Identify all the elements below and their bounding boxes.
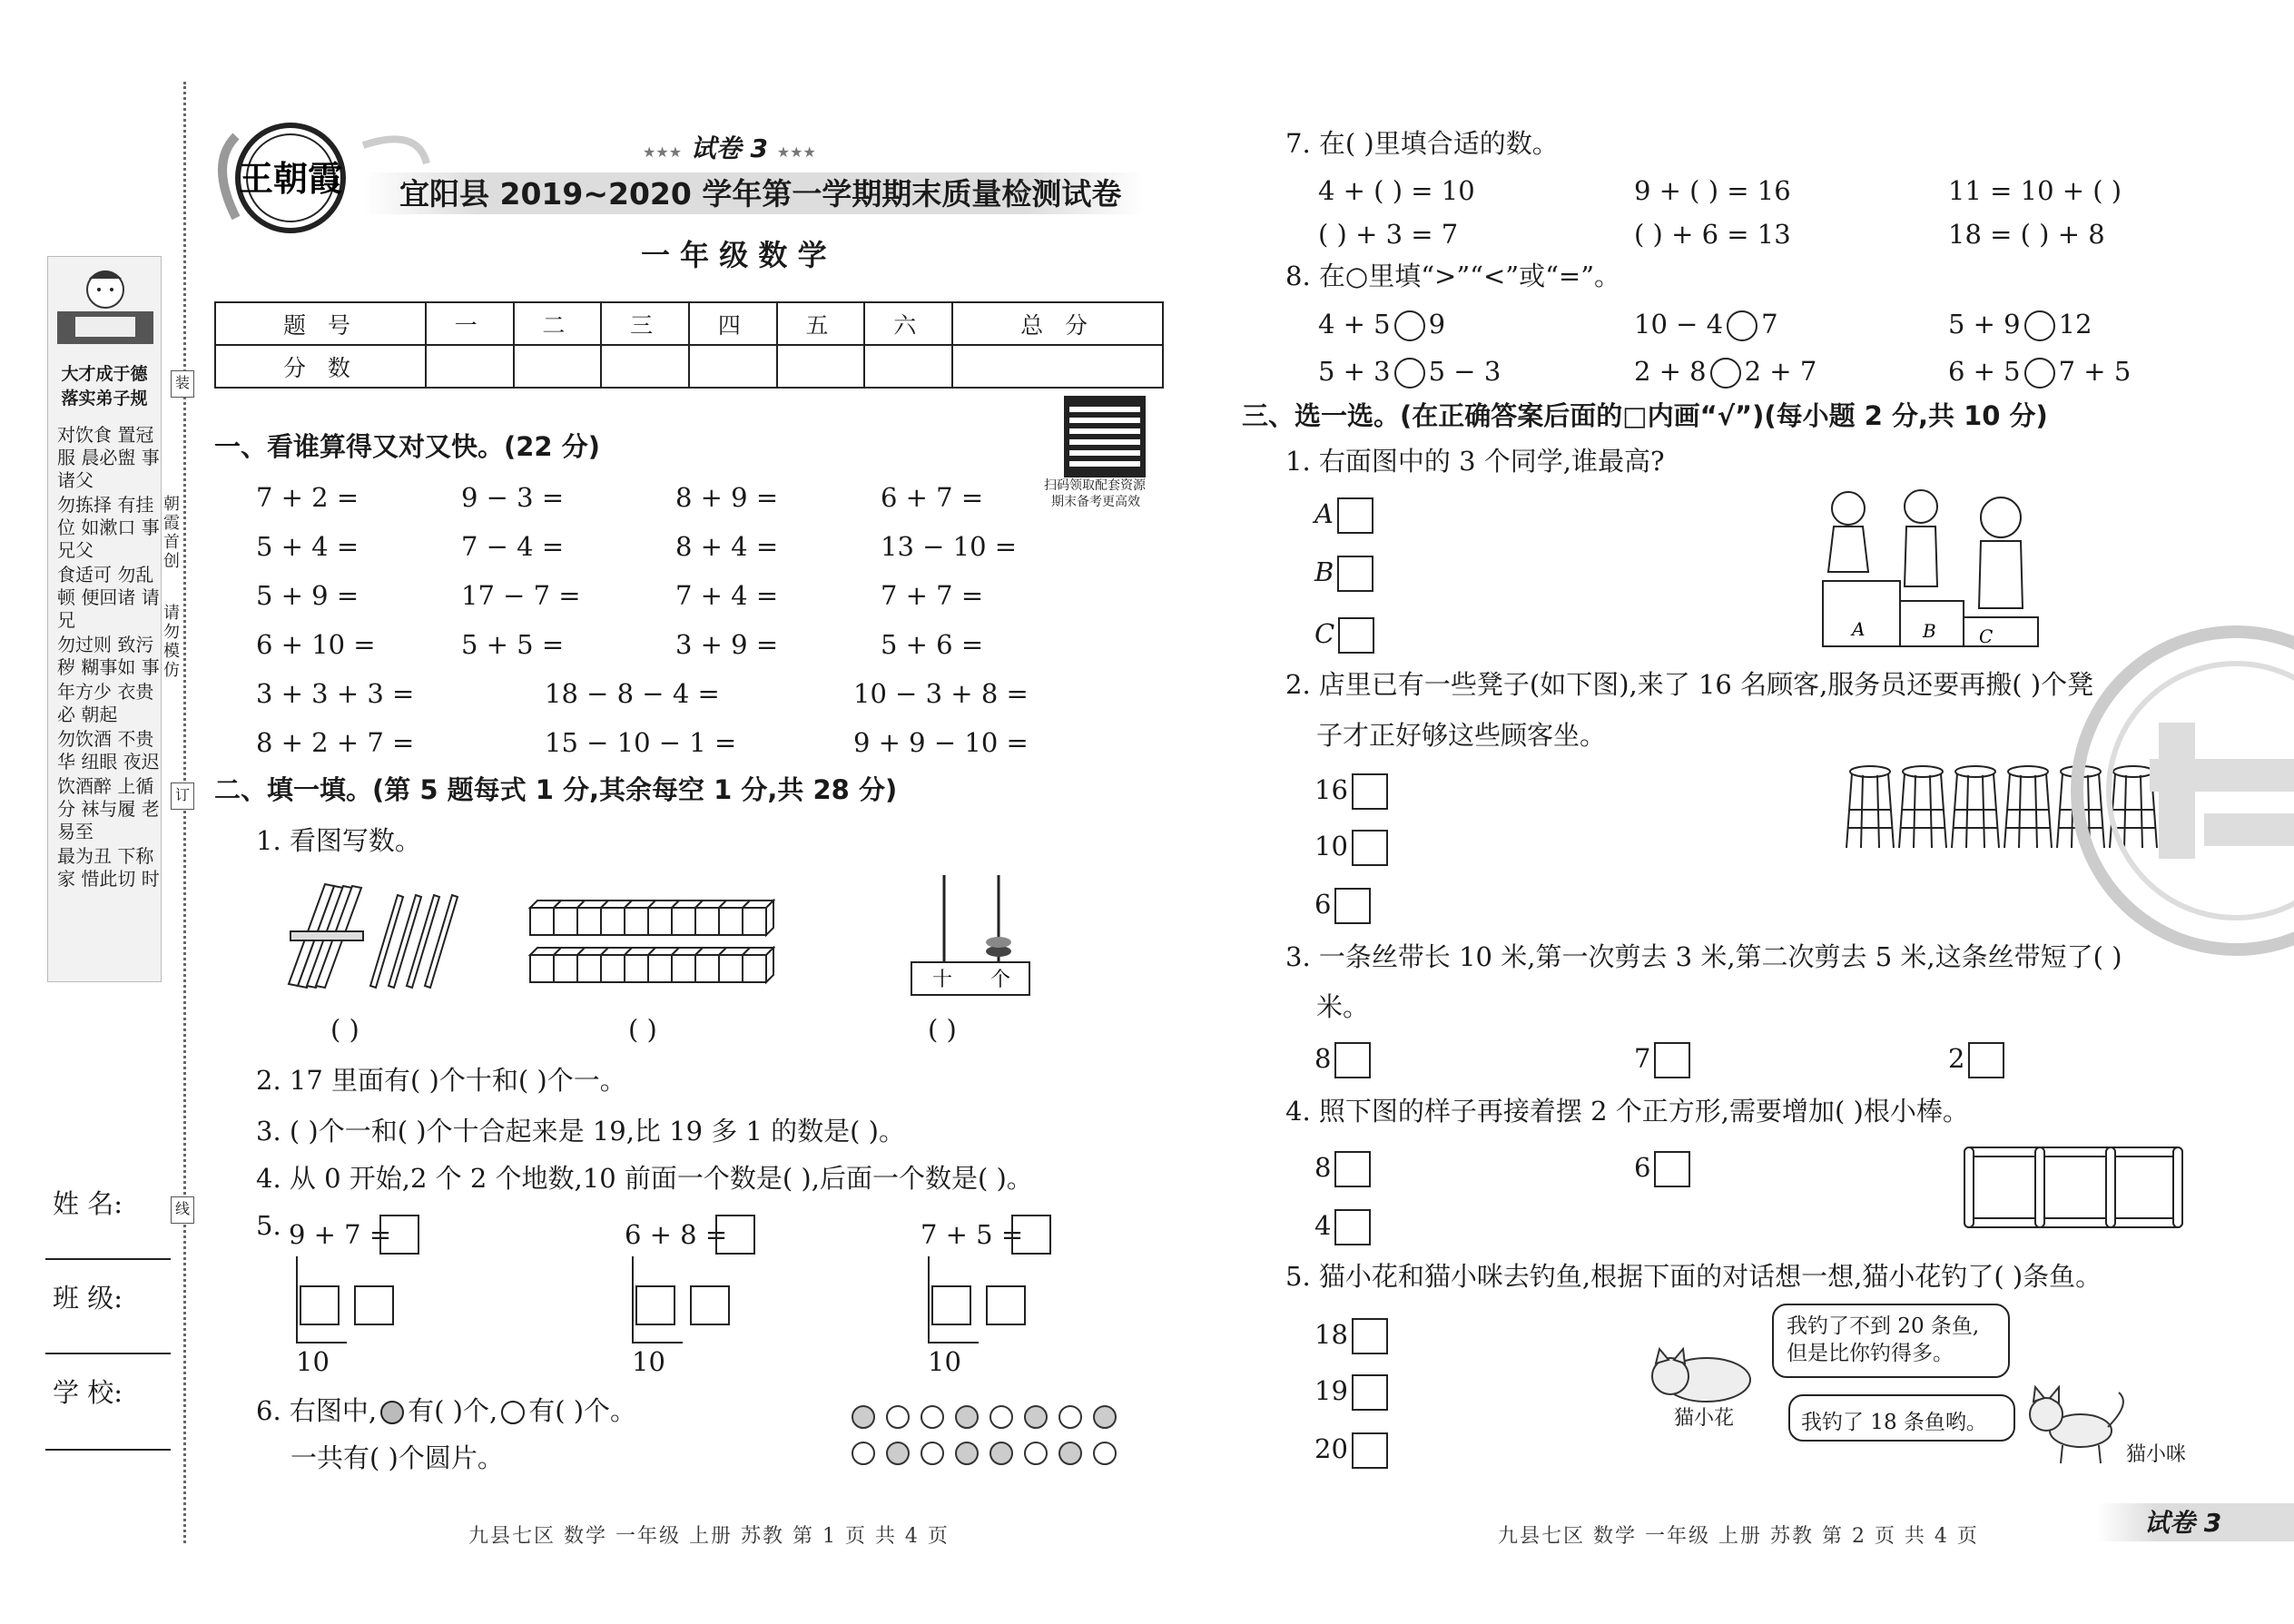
calc-problem: 7 + 4 = (675, 580, 779, 611)
addition-equation: 6 + 8 = (625, 1219, 728, 1250)
compare-item (1634, 310, 1778, 341)
score-cell[interactable] (864, 345, 952, 388)
compare-left: 10 − 4 (1634, 309, 1724, 340)
q3-2b: 子才正好够这些顾客坐。 (1316, 720, 1607, 751)
score-header-cell: 总 分 (952, 302, 1163, 345)
score-cell[interactable] (952, 345, 1163, 388)
class-field[interactable] (45, 1353, 171, 1354)
answer-box[interactable] (379, 1215, 419, 1255)
compare-circle[interactable] (2024, 358, 2055, 389)
blank-3[interactable]: ( ) (928, 1014, 957, 1045)
calc-problem: 13 − 10 = (881, 531, 1018, 562)
calc-problem: 5 + 4 = (256, 531, 359, 562)
split-box-right[interactable] (690, 1285, 730, 1325)
calc-problem: 17 − 7 = (461, 580, 581, 611)
option-item (1314, 1374, 1388, 1411)
compare-left: 5 + 3 (1318, 356, 1391, 387)
option-checkbox[interactable] (1334, 1151, 1371, 1187)
banner-line-2: 落实弟子规 (61, 389, 148, 408)
fill-equation: ( ) + 6 = 13 (1634, 219, 1791, 250)
compare-right: 5 − 3 (1428, 356, 1501, 387)
score-header-cell: 一 (426, 302, 514, 345)
split-box-left[interactable] (931, 1285, 971, 1325)
score-header-cell: 五 (777, 302, 865, 345)
option-label: 6 (1314, 889, 1332, 920)
calc-problem: 7 + 7 = (881, 580, 984, 611)
school-label: 学 校: (53, 1377, 123, 1408)
svg-text:个: 个 (989, 969, 1011, 991)
watermark-seal (2068, 623, 2294, 959)
option-item (1314, 1432, 1388, 1469)
blank-2[interactable]: ( ) (628, 1014, 657, 1045)
q3-3a: 3. 一条丝带长 10 米,第一次剪去 3 米,第二次剪去 5 米,这条丝带短了( ) (1285, 941, 2122, 972)
compare-circle[interactable] (1394, 310, 1425, 341)
compare-left: 5 + 9 (1948, 309, 2021, 340)
svg-text:十: 十 (931, 969, 953, 991)
option-item (1314, 888, 1371, 924)
addition-equation: 7 + 5 = (921, 1219, 1024, 1250)
score-header-cell: 六 (864, 302, 952, 345)
score-cell[interactable] (426, 345, 514, 388)
calc-problem: 6 + 7 = (881, 482, 984, 513)
option-item (1314, 1042, 1371, 1078)
option-item (1314, 556, 1373, 592)
option-checkbox[interactable] (1334, 1209, 1371, 1245)
calc-problem: 15 − 10 − 1 = (545, 727, 737, 758)
fill-equation: ( ) + 3 = 7 (1318, 219, 1459, 250)
option-checkbox[interactable] (1352, 1432, 1388, 1469)
split-box-right[interactable] (986, 1285, 1026, 1325)
cut-mark-2: 订 (171, 782, 194, 810)
option-item (1314, 830, 1388, 866)
footer-paper-tag: 试卷 3 (2144, 1508, 2222, 1538)
option-checkbox[interactable] (1352, 1318, 1388, 1354)
option-checkbox[interactable] (1352, 1374, 1388, 1411)
stand-b: B (1923, 620, 1936, 642)
binding-line (183, 82, 186, 1543)
calc-problem: 9 − 3 = (461, 482, 565, 513)
compare-left: 2 + 8 (1634, 356, 1707, 387)
calc-problem: 7 + 2 = (256, 482, 359, 513)
option-label: 18 (1314, 1319, 1348, 1350)
split-box-left[interactable] (635, 1285, 675, 1325)
paper-number: ★★★ 试卷 3 ★★★ (643, 133, 816, 163)
q2-3: 3. ( )个一和( )个十合起来是 19,比 19 多 1 的数是( )。 (256, 1116, 905, 1147)
sticks-bundle-icon (280, 877, 479, 995)
split-box-left[interactable] (300, 1285, 340, 1325)
school-field[interactable] (45, 1449, 171, 1451)
page-title: 宜阳县 2019~2020 学年第一学期期末质量检测试卷 (399, 176, 1122, 212)
calc-problem: 9 + 9 − 10 = (853, 727, 1029, 758)
option-label: 4 (1314, 1210, 1332, 1241)
calc-problem: 8 + 9 = (675, 482, 779, 513)
score-cell[interactable] (601, 345, 689, 388)
poem-block (48, 424, 161, 891)
compare-right: 12 (2058, 309, 2092, 340)
poem-line: 勿拣择 有挂位 如漱口 事兄父 (57, 494, 160, 561)
compare-right: 7 + 5 (2058, 356, 2132, 387)
option-item (1948, 1042, 2004, 1078)
fill-equation: 4 + ( ) = 10 (1318, 175, 1475, 206)
blank-1[interactable]: ( ) (330, 1014, 359, 1045)
section2-title: 二、填一填。(第 5 题每式 1 分,其余每空 1 分,共 28 分) (214, 774, 898, 805)
compare-item (1634, 358, 1816, 389)
calc-problem: 5 + 6 = (881, 629, 984, 660)
sidebar-banner (47, 256, 162, 982)
option-item (1314, 1151, 1371, 1187)
calc-problem: 3 + 9 = (675, 629, 779, 660)
side-vertical-text-2: 请勿模仿 (163, 604, 180, 680)
scholar-figure-icon (48, 257, 162, 357)
speech-bubble-2: 我钓了 18 条鱼哟。 (1788, 1394, 2015, 1442)
name-label: 姓 名: (53, 1188, 123, 1219)
abacus-icon (908, 871, 1035, 999)
poem-line: 勿过则 致污秽 糊事如 事 (57, 634, 160, 678)
calc-problem: 5 + 5 = (461, 629, 565, 660)
compare-right: 7 (1761, 309, 1778, 340)
option-label: 7 (1634, 1043, 1651, 1074)
option-checkbox[interactable] (1654, 1151, 1690, 1187)
fill-equation: 18 = ( ) + 8 (1948, 219, 2105, 250)
option-label: 2 (1948, 1043, 1965, 1074)
compare-item (1318, 310, 1445, 341)
qr-code (1064, 396, 1146, 477)
fill-equation: 11 = 10 + ( ) (1948, 175, 2122, 206)
option-item (1314, 617, 1374, 654)
compare-circle[interactable] (1727, 310, 1757, 341)
q3-5: 5. 猫小花和猫小咪去钓鱼,根据下面的对话想一想,猫小花钓了( )条鱼。 (1285, 1261, 2102, 1292)
score-cell[interactable] (514, 345, 602, 388)
compare-circle[interactable] (2024, 310, 2055, 341)
class-label: 班 级: (53, 1283, 123, 1314)
poem-line: 勿饮酒 不贵华 纽眼 夜迟 (57, 728, 160, 773)
cut-mark-3: 线 (171, 1196, 194, 1224)
score-row-label: 分 数 (215, 345, 426, 388)
section1-title: 一、看谁算得又对又快。(22 分) (214, 431, 600, 462)
speech-bubble-1: 我钓了不到 20 条鱼, 但是比你钓得多。 (1772, 1304, 2010, 1378)
option-label: A (1314, 498, 1334, 529)
answer-box[interactable] (1011, 1215, 1051, 1255)
option-checkbox[interactable] (1337, 497, 1373, 534)
option-checkbox[interactable] (1334, 888, 1371, 924)
option-label: 8 (1314, 1043, 1332, 1074)
calc-problem: 18 − 8 − 4 = (545, 678, 720, 709)
q2-4: 4. 从 0 开始,2 个 2 个地数,10 前面一个数是( ),后面一个数是( )。 (256, 1163, 1033, 1194)
poem-line: 年方少 衣贵必 朝起 (57, 681, 154, 725)
page-subtitle: 一 年 级 数 学 (641, 238, 827, 272)
compare-circle[interactable] (1710, 358, 1741, 389)
option-label: B (1314, 556, 1334, 587)
option-item (1314, 773, 1388, 810)
stand-a: A (1852, 618, 1866, 640)
poem-line: 饮酒醉 上循分 袜与履 老易至 (57, 775, 160, 842)
cat-xiaohua-icon (1643, 1342, 1761, 1405)
option-label: 10 (1314, 831, 1348, 861)
score-table (214, 301, 1164, 389)
stand-c: C (1979, 625, 1994, 647)
qr-caption-2: 期末备考更高效 (1051, 495, 1140, 509)
option-item (1314, 497, 1373, 534)
section3-title: 三、选一选。(在正确答案后面的□内画“√”)(每小题 2 分,共 10 分) (1242, 400, 2048, 431)
option-label: 20 (1314, 1433, 1348, 1464)
compare-left: 4 + 5 (1318, 309, 1391, 340)
side-vertical-text-1: 朝霞首创 (163, 495, 180, 571)
option-item (1314, 1209, 1371, 1245)
disc-grid (852, 1405, 1160, 1469)
q3-4: 4. 照下图的样子再接着摆 2 个正方形,需要增加( )根小棒。 (1285, 1096, 1969, 1127)
calc-problem: 7 − 4 = (461, 531, 565, 562)
option-checkbox[interactable] (1334, 1042, 1371, 1078)
option-checkbox[interactable] (1338, 617, 1374, 654)
score-header-cell: 二 (514, 302, 602, 345)
score-header-cell: 题 号 (215, 302, 426, 345)
addition-equation: 9 + 7 = (289, 1219, 392, 1250)
compare-right: 9 (1428, 309, 1446, 340)
three-students-icon (1816, 481, 2043, 649)
option-checkbox[interactable] (1352, 830, 1388, 866)
fill-equation: 9 + ( ) = 16 (1634, 175, 1791, 206)
footer-left: 九县七区 数学 一年级 上册 苏教 第 1 页 共 4 页 (468, 1525, 950, 1548)
q2-6: 6. 右图中, 有( )个, 有( )个。 (256, 1395, 637, 1426)
calc-problem: 3 + 3 + 3 = (256, 678, 415, 709)
q3-3b: 米。 (1316, 991, 1370, 1022)
option-label: C (1314, 618, 1335, 649)
option-checkbox[interactable] (1337, 556, 1373, 592)
score-header-cell: 三 (601, 302, 689, 345)
calc-problem: 8 + 4 = (675, 531, 779, 562)
poem-line: 最为丑 下称家 惜此切 时 (57, 845, 160, 890)
option-item (1634, 1042, 1690, 1078)
compare-item (1948, 310, 2092, 341)
matchstick-squares-icon (1959, 1142, 2188, 1233)
q2-2: 2. 17 里面有( )个十和( )个一。 (256, 1065, 626, 1096)
option-label: 8 (1314, 1152, 1332, 1183)
score-header-cell: 四 (689, 302, 777, 345)
qr-caption-1: 扫码领取配套资源 (1044, 478, 1146, 493)
split-ten-label: 10 (928, 1346, 961, 1377)
option-item (1314, 1318, 1388, 1354)
answer-box[interactable] (715, 1215, 755, 1255)
compare-item (1318, 358, 1501, 389)
q2-1: 1. 看图写数。 (256, 825, 421, 856)
q2-6-total: 一共有( )个圆片。 (290, 1442, 504, 1473)
q3-1: 1. 右面图中的 3 个同学,谁最高? (1285, 446, 1665, 477)
cat-xiaomi-icon (2017, 1385, 2135, 1467)
score-cell[interactable] (689, 345, 777, 388)
cat-label-1: 猫小花 (1674, 1407, 1735, 1430)
cubes-icon (527, 899, 790, 989)
option-label: 6 (1634, 1152, 1651, 1183)
q2-8: 8. 在○里填“>”“<”或“=”。 (1285, 261, 1621, 291)
banner-line-1: 大才成于德 (61, 364, 148, 384)
option-checkbox[interactable] (1352, 773, 1388, 810)
split-ten-label: 10 (296, 1346, 330, 1377)
compare-circle[interactable] (1394, 358, 1425, 389)
q2-7: 7. 在( )里填合适的数。 (1285, 128, 1559, 159)
poem-line: 食适可 勿乱顿 便回诸 请兄 (57, 564, 160, 631)
compare-right: 2 + 7 (1744, 356, 1817, 387)
calc-problem: 8 + 2 + 7 = (256, 727, 415, 758)
calc-problem: 6 + 10 = (256, 629, 376, 660)
footer-right: 九县七区 数学 一年级 上册 苏教 第 2 页 共 4 页 (1498, 1525, 1979, 1548)
score-cell[interactable] (777, 345, 865, 388)
compare-left: 6 + 5 (1948, 356, 2021, 387)
option-checkbox[interactable] (1968, 1042, 2004, 1078)
calc-problem: 5 + 9 = (256, 580, 359, 611)
option-label: 16 (1314, 774, 1348, 805)
q3-2a: 2. 店里已有一些凳子(如下图),来了 16 名顾客,服务员还要再搬( )个凳 (1285, 669, 2094, 700)
compare-item (1948, 358, 2131, 389)
split-box-right[interactable] (354, 1285, 394, 1325)
cut-mark-1: 装 (171, 370, 194, 398)
cat-label-2: 猫小咪 (2126, 1443, 2187, 1466)
option-checkbox[interactable] (1654, 1042, 1690, 1078)
calc-problem: 10 − 3 + 8 = (853, 678, 1029, 709)
option-item (1634, 1151, 1690, 1187)
poem-line: 对饮食 置冠服 晨必盥 事诸父 (57, 424, 160, 491)
name-field[interactable] (45, 1258, 171, 1260)
option-label: 19 (1314, 1375, 1348, 1406)
split-ten-label: 10 (632, 1346, 665, 1377)
logo-text: 王朝霞 (238, 158, 343, 199)
q2-5-no: 5. (256, 1210, 281, 1241)
